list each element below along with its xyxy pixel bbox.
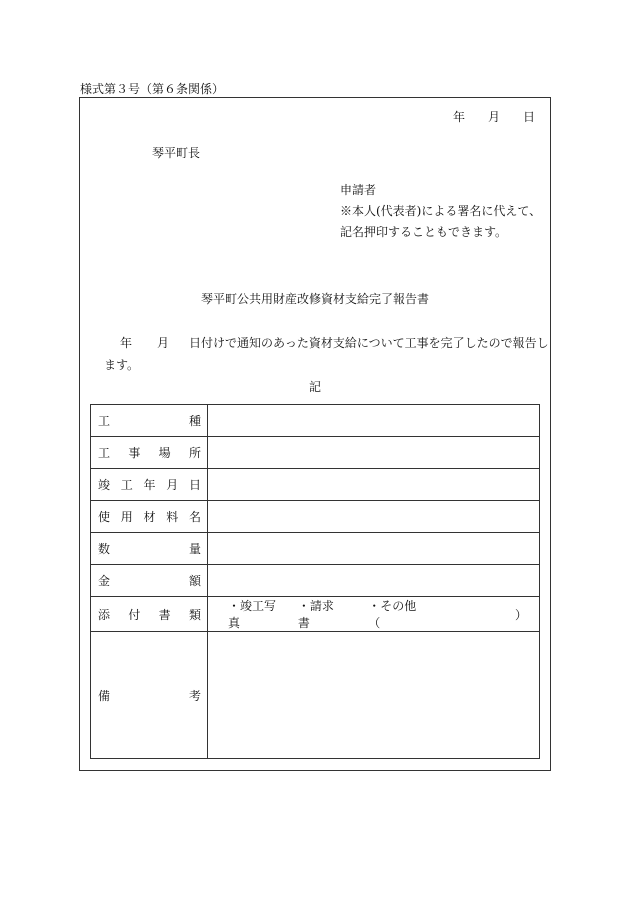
table-row-work-type — [91, 405, 540, 437]
label-char: 額 — [188, 574, 201, 588]
table-row-materials-used — [91, 501, 540, 533]
label-char: 金 — [98, 574, 111, 588]
applicant-block — [340, 180, 541, 243]
label-char: 工 — [98, 414, 111, 428]
row-value-quantity[interactable] — [208, 533, 540, 565]
date-year-label: 年 — [453, 110, 466, 124]
label-char: 工 — [120, 478, 133, 492]
label-char: 備 — [98, 688, 111, 703]
row-label-quantity — [91, 533, 208, 565]
row-value-amount[interactable] — [208, 565, 540, 597]
label-char: 日 — [188, 478, 201, 492]
body-text-line1: 日付けで通知のあった資材支給について工事を完了したので報告し — [189, 336, 549, 350]
document-title: 琴平町公共用財産改修資材支給完了報告書 — [200, 292, 429, 306]
label-char: 量 — [188, 542, 201, 556]
body-year-label: 年 — [120, 336, 133, 350]
label-char: 事 — [128, 446, 141, 460]
row-label-remarks — [91, 632, 208, 759]
attachment-other-option[interactable]: ・その他（ — [368, 599, 417, 630]
label-char: 竣 — [98, 478, 111, 492]
row-label-work-type — [91, 405, 208, 437]
label-char: 類 — [188, 607, 201, 622]
label-char: 添 — [98, 607, 111, 622]
label-char: 用 — [120, 510, 133, 524]
label-char: 付 — [128, 607, 141, 622]
row-label-work-location — [91, 437, 208, 469]
row-value-completion-date[interactable] — [208, 469, 540, 501]
applicant-note-line1: ※本人(代表者)による署名に代えて、 — [340, 204, 542, 218]
table-row-amount — [91, 565, 540, 597]
label-char: 工 — [98, 446, 111, 460]
table-row-quantity — [91, 533, 540, 565]
applicant-label: 申請者 — [340, 183, 377, 197]
label-char: 使 — [98, 510, 111, 524]
attachment-invoice-option[interactable]: ・請求書 — [297, 599, 334, 630]
label-char: 書 — [158, 607, 171, 622]
row-label-materials-used — [91, 501, 208, 533]
row-value-work-location[interactable] — [208, 437, 540, 469]
label-char: 料 — [166, 510, 179, 524]
label-char: 考 — [188, 688, 201, 703]
applicant-note-line2: 記名押印することもできます。 — [340, 225, 508, 239]
table-row-completion-date — [91, 469, 540, 501]
body-month-label: 月 — [157, 336, 170, 350]
row-label-attachments — [91, 597, 208, 632]
ki-heading: 記 — [308, 380, 321, 394]
table-row-remarks — [91, 632, 540, 759]
date-day-label: 日 — [523, 110, 536, 124]
report-table — [90, 404, 540, 759]
label-char: 数 — [98, 542, 111, 556]
table-row-work-location — [91, 437, 540, 469]
label-char: 種 — [188, 414, 201, 428]
row-value-remarks[interactable] — [208, 632, 540, 759]
row-value-attachments — [208, 597, 540, 632]
row-value-materials-used[interactable] — [208, 501, 540, 533]
form-number: 様式第３号（第６条関係） — [80, 82, 225, 96]
label-char: 場 — [158, 446, 171, 460]
table-row-attachments — [91, 597, 540, 632]
label-char: 月 — [166, 478, 179, 492]
attachment-other-close: ） — [514, 607, 527, 622]
addressee: 琴平町長 — [152, 146, 201, 160]
date-month-label: 月 — [488, 110, 501, 124]
attachment-photos-option[interactable]: ・竣工写真 — [228, 599, 277, 630]
label-char: 所 — [188, 446, 201, 460]
row-label-completion-date — [91, 469, 208, 501]
row-value-work-type[interactable] — [208, 405, 540, 437]
row-label-amount — [91, 565, 208, 597]
label-char: 材 — [143, 510, 156, 524]
body-text-line2: ます。 — [104, 358, 140, 372]
label-char: 年 — [143, 478, 156, 492]
label-char: 名 — [188, 510, 201, 524]
